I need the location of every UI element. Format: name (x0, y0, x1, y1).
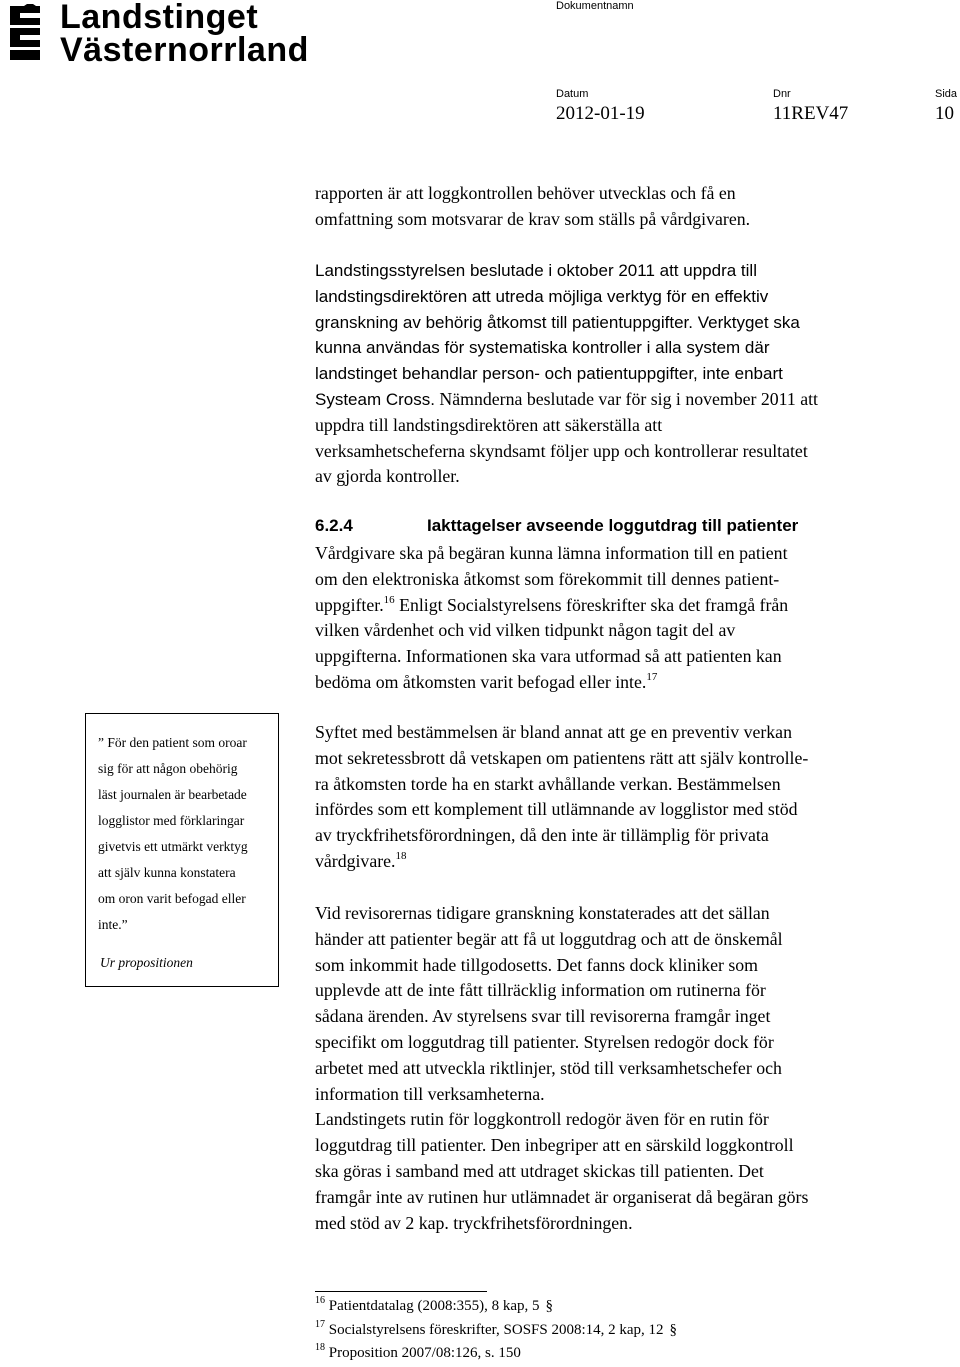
text-line: som inkommit hade tillgodosetts. Det fanns dock kliniker som (315, 954, 759, 975)
footnote-number: 18 (315, 1342, 325, 1353)
footnote-ref-16[interactable]: 16 (383, 593, 395, 606)
quote-text (98, 730, 273, 938)
text-line: upplevde att de inte fått tillräcklig information om rutinerna för (315, 980, 766, 1001)
quote-line: läst journalen är bearbetade (98, 787, 247, 802)
text-line: Syftet med bestämmelsen är bland annat att ge en preventiv verkan (315, 722, 792, 742)
text-line: Vid revisorernas tidigare granskning konstaterades att det sällan (315, 903, 770, 923)
text-line (315, 593, 945, 619)
text-line (315, 849, 945, 875)
footnote-text: Proposition 2007/08:126, s. 150 (328, 1345, 521, 1361)
text-fragment: uppgifter. (315, 594, 384, 615)
text-line: av gjorda kontroller. (315, 466, 460, 487)
footnote-text: Patientdatalag (2008:355), 8 kap, 5 (328, 1298, 540, 1314)
text-line: granskning av behörig åtkomst till patientuppgifter. Verktyget ska (315, 312, 800, 332)
text-line: Landstingets rutin för loggkontroll redogör även för en rutin för (315, 1109, 769, 1130)
text-line: landstingsdirektören att utreda möjliga verktyg för en effektiv (315, 286, 769, 306)
footnote-18 (315, 1342, 521, 1362)
section-title: Iakttagelser avseende loggutdrag till patienter (427, 516, 799, 535)
paragraph-3 (315, 541, 945, 696)
footnote-16 (315, 1295, 554, 1315)
paragraph-4 (315, 720, 945, 875)
logo-text-line2: Västernorrland (60, 31, 309, 69)
footnote-number: 16 (315, 1295, 325, 1306)
section-number: 6.2.4 (315, 516, 353, 535)
text-line: verksamhetscheferna skyndsamt följer upp och kontrollerar resultatet (315, 440, 808, 461)
document-name-label: Dokumentnamn (556, 0, 634, 12)
text-line (315, 670, 945, 696)
footnote-divider (315, 1291, 487, 1292)
text-line: av tryckfrihetsförordningen, då den inte är tillämplig för privata (315, 825, 769, 846)
text-line: kunna användas för systematiska kontroller i alla system där (315, 338, 770, 358)
footnote-ref-17[interactable]: 17 (646, 670, 658, 683)
text-line: omfattning som motsvarar de krav som ställs på vårdgivaren. (315, 208, 751, 229)
footnote-number: 17 (315, 1319, 325, 1330)
section-heading (315, 516, 945, 536)
text-line: rapporten är att loggkontrollen behöver utvecklas och få en (315, 183, 736, 203)
quote-line: ” För den patient som oroar (98, 735, 247, 750)
text-line: information till verksamheterna. (315, 1083, 545, 1104)
text-line: loggutdrag till patienter. Den inbegriper att en särskild loggkontroll (315, 1135, 794, 1156)
text-line: Landstingsstyrelsen beslutade i oktober 2011 att uppdra till (315, 261, 757, 280)
quote-line: givetvis ett utmärkt verktyg (98, 839, 248, 854)
text-line: med stöd av 2 kap. tryckfrihetsförordningen. (315, 1212, 633, 1233)
paragraph-1 (315, 181, 945, 233)
quote-sidebox (85, 713, 279, 987)
logo-text-line1: Landstinget (60, 0, 259, 36)
logo-emblem-icon (6, 4, 46, 62)
text-line: om den elektroniska åtkomst som förekommit till dennes patient- (315, 568, 780, 589)
text-line: specifikt om loggutdrag till patienter. Styrelsen redogör dock för (315, 1031, 774, 1052)
paragraph-2 (315, 258, 945, 490)
paragraph-5 (315, 901, 945, 1236)
footnote-17 (315, 1319, 678, 1339)
text-line (315, 387, 945, 413)
quote-line: om oron varit befogad eller (98, 891, 246, 906)
page-number: 10 (935, 103, 954, 124)
page-label: Sida (935, 88, 958, 100)
text-line: landstinget behandlar person- och patientuppgifter, inte enbart (315, 364, 783, 384)
footnote-ref-18[interactable]: 18 (395, 849, 407, 862)
dnr-value: 11REV47 (773, 103, 849, 124)
quote-line: logglistor med förklaringar (98, 813, 245, 828)
quote-line: att själv kunna konstatera (98, 865, 236, 880)
text-fragment: Enligt Socialstyrelsens föreskrifter ska det framgå från (394, 594, 789, 615)
text-line: uppdra till landstingsdirektören att säkerställa att (315, 414, 663, 435)
quote-source: Ur propositionen (100, 955, 193, 970)
text-fragment: Systeam Cross. (315, 389, 435, 409)
date-label: Datum (556, 88, 589, 100)
text-line: vilken vårdenhet och vid vilken tidpunkt någon tagit del av (315, 620, 736, 641)
text-line: arbetet med att utveckla riktlinjer, stöd till verksamhetschefer och (315, 1057, 782, 1078)
text-line: sådana ärenden. Av styrelsens svar till revisorerna framgår inget (315, 1006, 771, 1027)
quote-line: sig för att någon obehörig (98, 761, 238, 776)
text-line: ra åtkomsten torde ha en starkt avhållande verkan. Bestämmelsen (315, 773, 781, 794)
footnote-text: Socialstyrelsens föreskrifter, SOSFS 2008:14, 2 kap, 12 (328, 1322, 664, 1338)
organization-logo (0, 0, 309, 70)
text-fragment: bedöma om åtkomsten varit befogad eller inte. (315, 671, 647, 692)
text-line: händer att patienter begär att få ut loggutdrag och att de önskemål (315, 928, 783, 949)
text-line: infördes som ett komplement till utlämnande av logglistor med stöd (315, 799, 798, 820)
text-line: uppgifterna. Informationen ska vara utformad så att patienten kan (315, 646, 782, 667)
date-value: 2012-01-19 (556, 103, 645, 124)
dnr-label: Dnr (773, 88, 791, 100)
text-line: Vårdgivare ska på begäran kunna lämna information till en patient (315, 543, 788, 563)
text-line: mot sekretessbrott då vetskapen om patientens rätt att själv kontrolle- (315, 747, 809, 768)
section-sign: § (545, 1298, 554, 1314)
text-line: framgår inte av rutinen hur utlämnadet är organiserat då begäran görs (315, 1186, 809, 1207)
text-fragment: Nämnderna beslutade var för sig i november 2011 att (434, 388, 818, 409)
text-line: ska göras i samband med att utdraget skickas till patienten. Det (315, 1160, 764, 1181)
section-sign: § (669, 1322, 678, 1338)
text-fragment: vårdgivare. (315, 850, 396, 871)
quote-line: inte.” (98, 917, 128, 932)
